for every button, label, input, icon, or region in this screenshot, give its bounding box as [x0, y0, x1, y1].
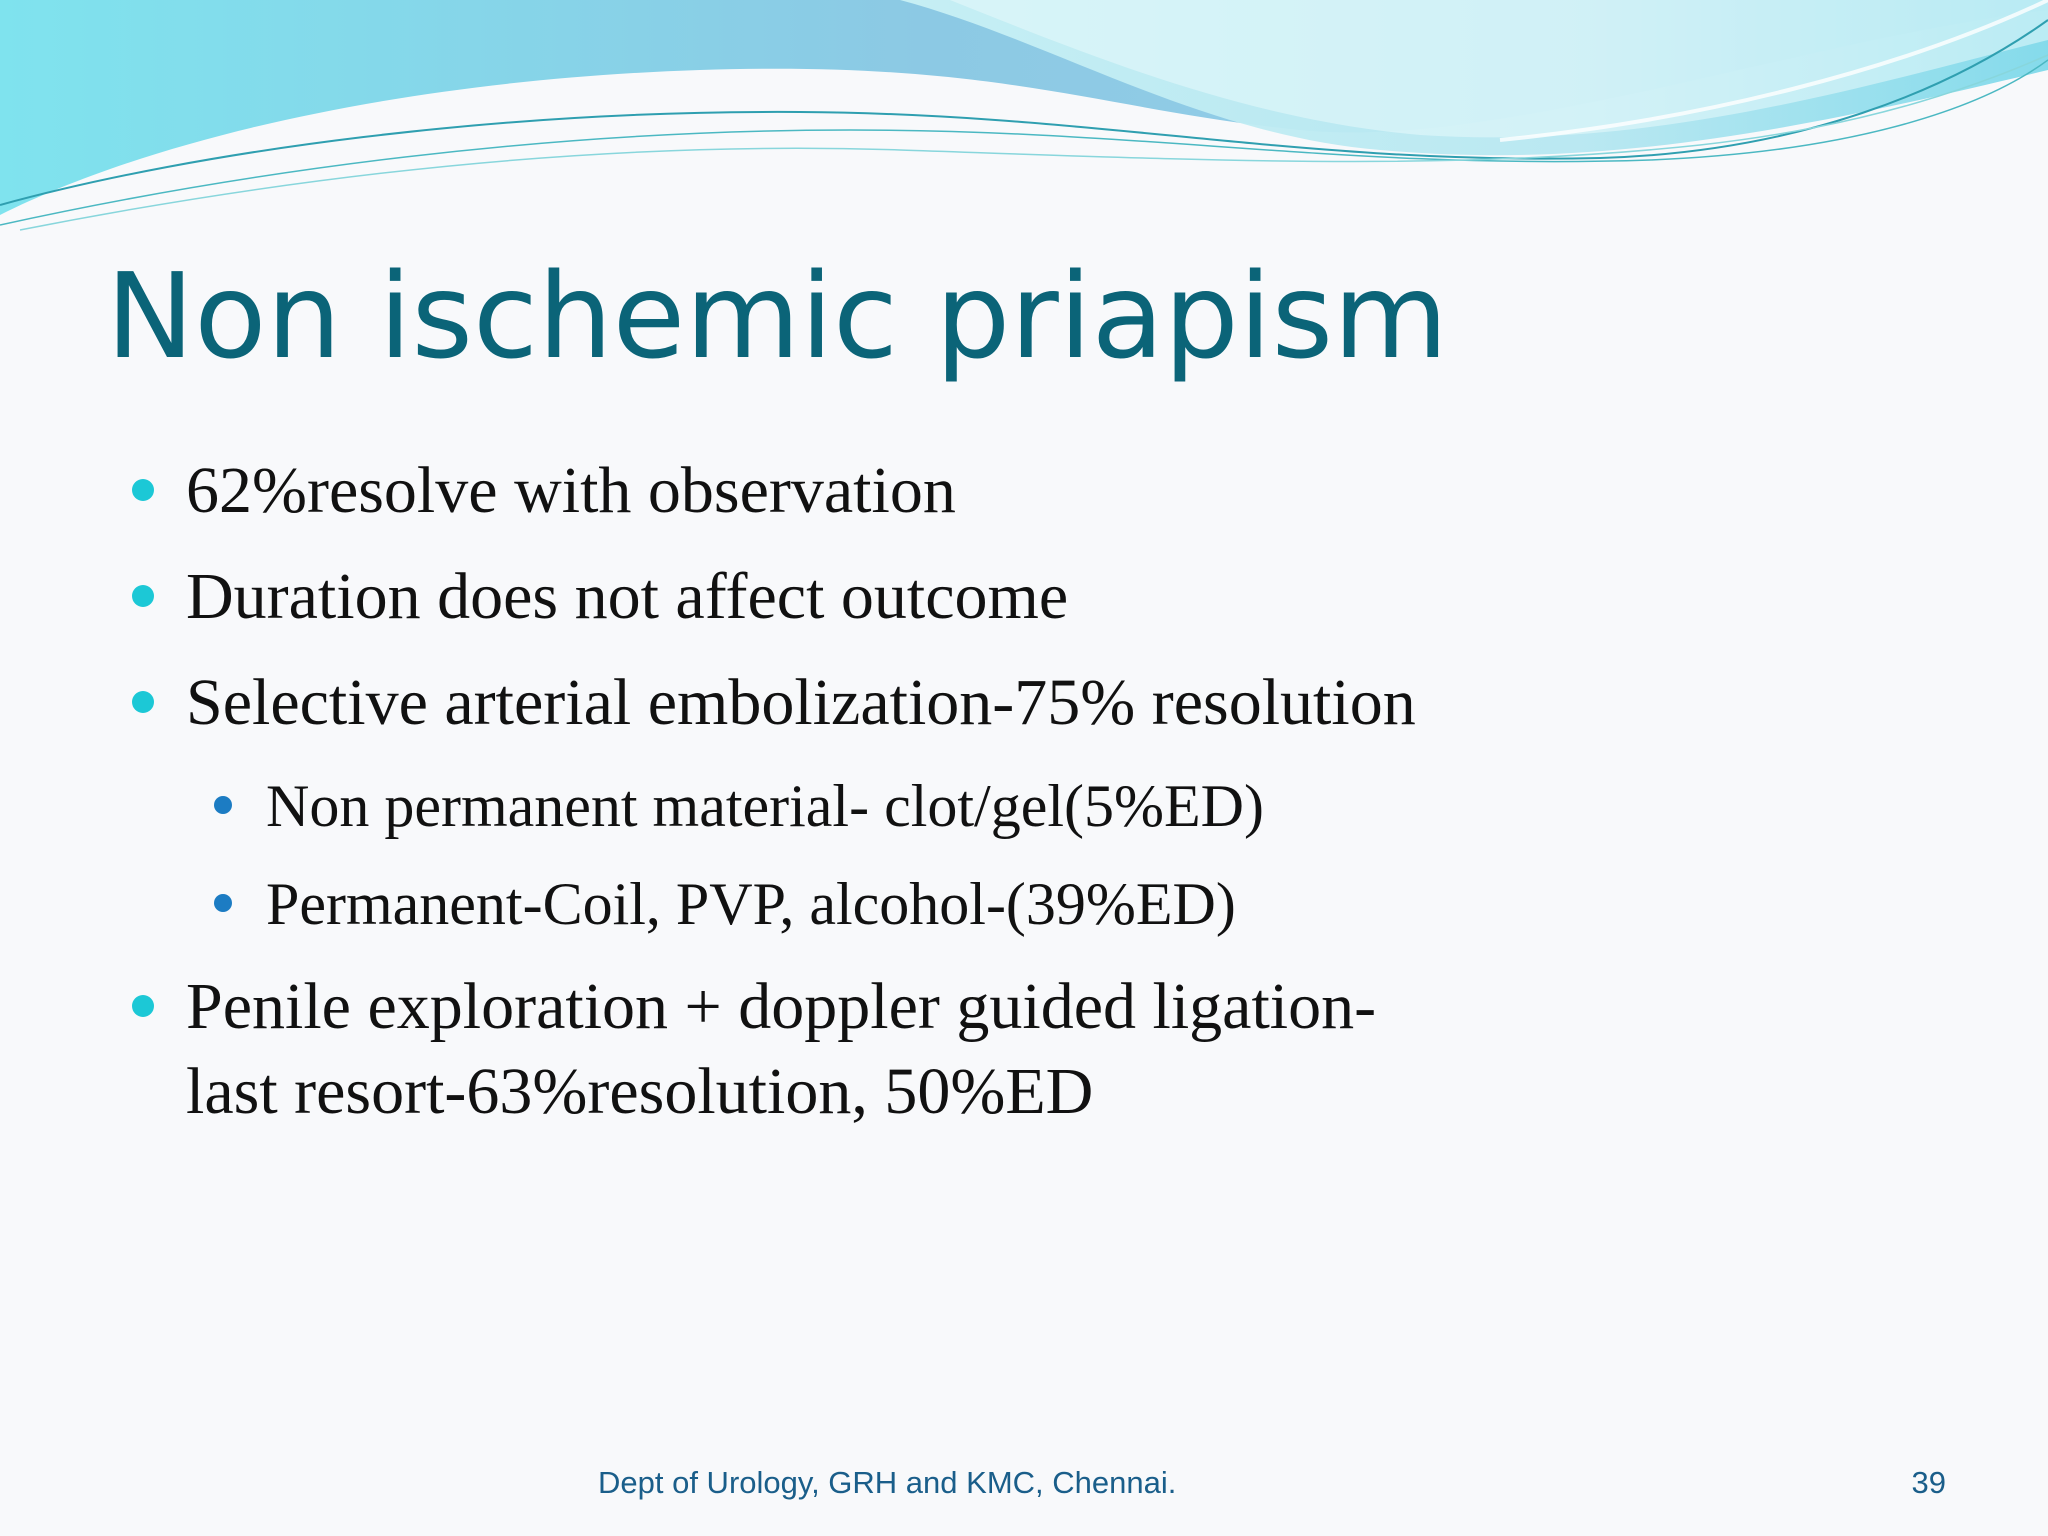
- sub-bullet-text: Non permanent material- clot/gel(5%ED): [266, 773, 1264, 839]
- bullet-text-line-1: Penile exploration + doppler guided ligation-: [186, 970, 1377, 1043]
- bullet-text-line-2: last resort-63%resolution, 50%ED: [186, 1055, 1094, 1128]
- sub-bullet-item: [266, 864, 1236, 944]
- bullet-dot-icon: [132, 691, 154, 713]
- bullet-item: [186, 554, 1068, 639]
- bullet-text: Selective arterial embolization-75% resolution: [186, 666, 1416, 739]
- sub-bullet-item: [266, 766, 1264, 846]
- sub-bullet-dot-icon: [214, 796, 232, 814]
- bullet-text: 62%resolve with observation: [186, 454, 956, 527]
- slide-title: Non ischemic priapism: [106, 247, 1449, 385]
- slide-number: 39: [1911, 1465, 1946, 1500]
- bullet-item: [186, 964, 1376, 1134]
- bullet-dot-icon: [132, 585, 154, 607]
- bullet-dot-icon: [132, 479, 154, 501]
- bullet-item: [186, 660, 1416, 745]
- footer-text: Dept of Urology, GRH and KMC, Chennai.: [598, 1465, 1177, 1500]
- bullet-text: Duration does not affect outcome: [186, 560, 1069, 633]
- bullet-dot-icon: [132, 995, 154, 1017]
- sub-bullet-dot-icon: [214, 894, 232, 912]
- bullet-item: [186, 448, 956, 533]
- sub-bullet-text: Permanent-Coil, PVP, alcohol-(39%ED): [266, 871, 1236, 937]
